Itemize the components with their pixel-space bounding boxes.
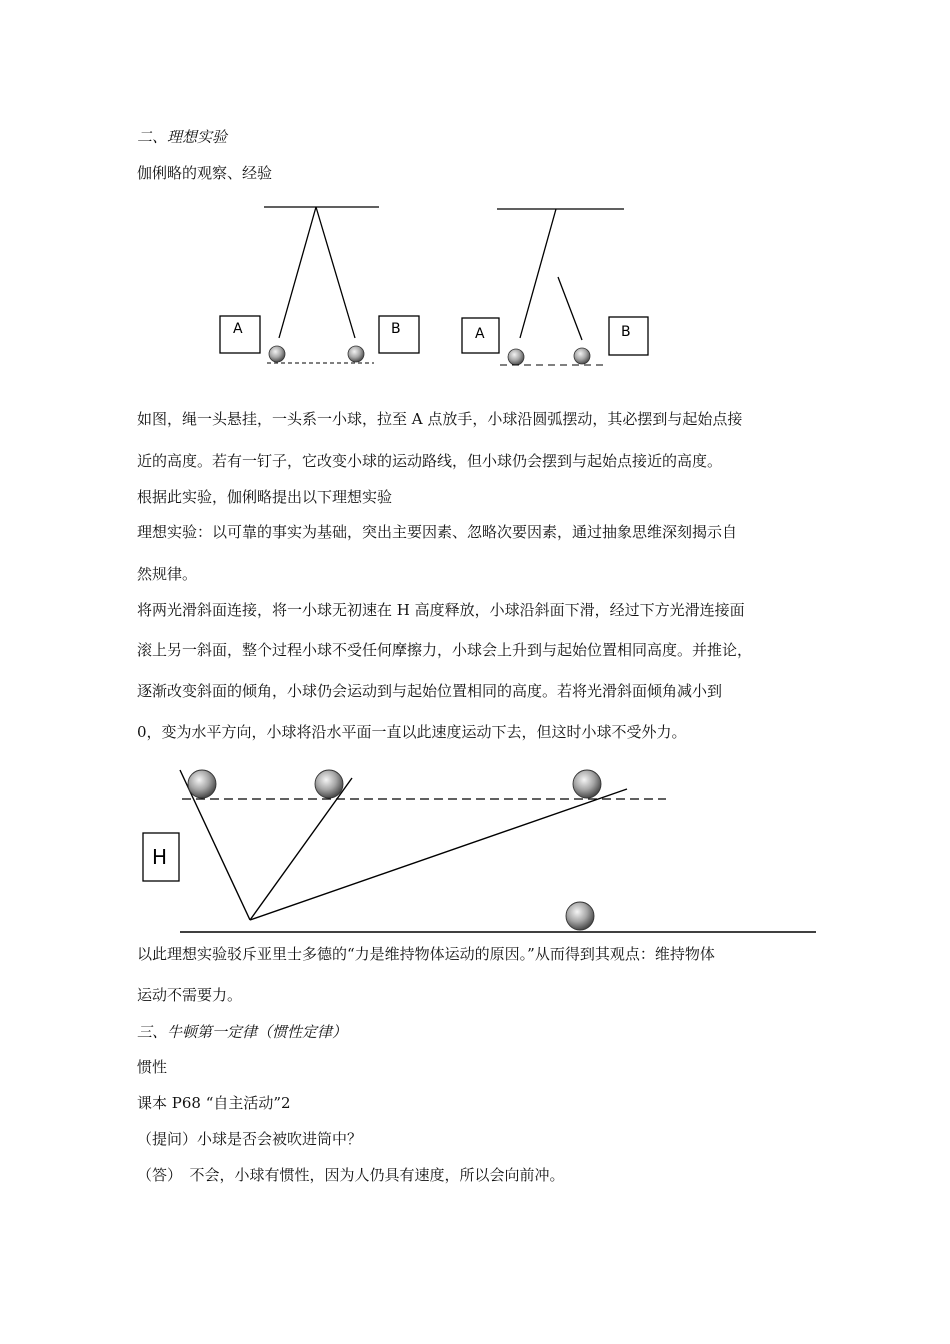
paragraph1-line-2: 近的高度。若有一钉子，它改变小球的运动路线，但小球仍会摆到与起始点接近的高度。 — [137, 452, 723, 470]
ball-horizontal — [566, 902, 594, 930]
string-right-a — [520, 209, 556, 338]
ball-left-b — [348, 346, 364, 362]
section3-line-3: （提问）小球是否会被吹进筒中？ — [137, 1130, 363, 1148]
section3-line-1: 惯性 — [137, 1058, 168, 1076]
paragraph1-line-3: 根据此实验，伽俐略提出以下理想实验 — [137, 488, 393, 506]
h-label: H — [152, 845, 168, 869]
section2-subheading: 伽俐略的观察、经验 — [137, 164, 273, 182]
ball-start — [188, 770, 216, 798]
label-b-right: B — [621, 324, 631, 340]
section3-line-4: （答） 不会，小球有惯性，因为人仍具有速度，所以会向前冲。 — [137, 1166, 565, 1184]
section3-heading: 三、牛顿第一定律（惯性定律） — [137, 1023, 348, 1041]
section3-line-2: 课本 P68 “自主活动”2 — [137, 1094, 291, 1112]
paragraph1-line-8: 逐渐改变斜面的倾角，小球仍会运动到与起始位置相同的高度。若将光滑斜面倾角减小到 — [137, 682, 723, 700]
label-a-right: A — [475, 326, 485, 342]
string-left-a — [279, 207, 316, 338]
paragraph1-line-4: 理想实验：以可靠的事实为基础，突出主要因素、忽略次要因素，通过抽象思维深刻揭示自 — [137, 523, 738, 541]
pendulum-figure — [210, 195, 670, 375]
paragraph2-line-1: 以此理想实验驳斥亚里士多德的“力是维持物体运动的原因。”从而得到其观点：维持物体 — [137, 945, 715, 963]
paragraph1-line-1: 如图，绳一头悬挂，一头系一小球，拉至 A 点放手，小球沿圆弧摆动，其必摆到与起始点接 — [137, 410, 743, 428]
ball-left-a — [269, 346, 285, 362]
string-left-b — [316, 207, 355, 338]
string-right-b — [558, 277, 582, 340]
paragraph1-line-6: 将两光滑斜面连接，将一小球无初速在 H 高度释放，小球沿斜面下滑，经过下方光滑连接面 — [137, 601, 745, 619]
paragraph1-line-9: 0，变为水平方向，小球将沿水平面一直以此速度运动下去，但这时小球不受外力。 — [137, 723, 687, 741]
label-b-left: B — [391, 321, 401, 337]
ball-shallow-incline — [573, 770, 601, 798]
section2-heading: 二、理想实验 — [137, 128, 228, 146]
paragraph2-line-2: 运动不需要力。 — [137, 986, 243, 1004]
ball-right-b — [574, 348, 590, 364]
ball-steep-incline — [315, 770, 343, 798]
ball-right-a — [508, 349, 524, 365]
paragraph1-line-7: 滚上另一斜面，整个过程小球不受任何摩擦力，小球会上升到与起始位置相同高度。并推论， — [137, 641, 753, 659]
paragraph1-line-5: 然规律。 — [137, 565, 198, 583]
label-a-left: A — [233, 321, 243, 337]
incline-shallow — [250, 789, 627, 920]
incline-figure — [130, 760, 830, 940]
